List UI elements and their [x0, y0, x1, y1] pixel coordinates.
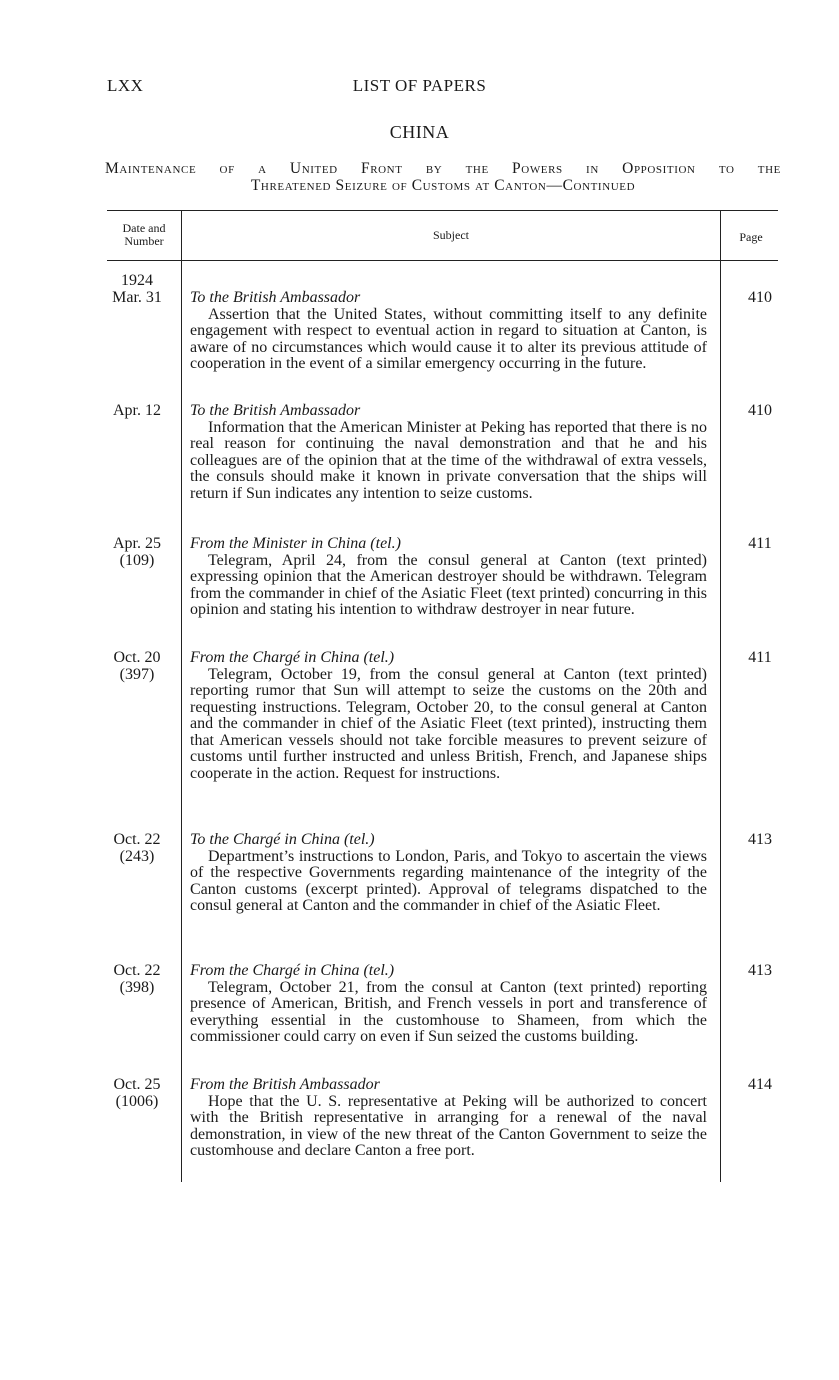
entry-page: 414	[748, 1076, 772, 1093]
entry-date-block	[100, 650, 174, 683]
entry-heading: From the British Ambassador	[190, 1076, 380, 1093]
section-subtitle	[105, 160, 781, 194]
subtitle-line-1: Maintenance of a United Front by the Powers in Opposition to the	[105, 160, 781, 177]
entry-text: Assertion that the United States, without committing itself to any definite engagement with respect to eventual action in regard to situation at Canton, is aware of no circumstances which would cause it to alter its previous attitude of cooperation in the event of a similar emergency occurring in the future.	[190, 305, 707, 372]
entry-date: Apr. 25	[113, 535, 161, 552]
column-divider-right	[720, 210, 721, 1182]
entry-page: 410	[748, 402, 772, 419]
column-divider-left	[181, 210, 182, 1182]
column-header-subject: Subject	[433, 228, 469, 242]
entry-text: Telegram, October 21, from the consul at Canton (text printed) reporting presence of American, British, and French vessels in port and transference of everything essential in the customhouse to Shameen, from which the commissioner could carry on even if Sun seized the customs building.	[190, 978, 707, 1045]
entry-text: Hope that the U. S. representative at Peking will be authorized to concert with the British representative in arranging for a renewal of the naval demonstration, in view of the new threat of the Canton Government to seize the customhouse and declare Canton a free port.	[190, 1092, 707, 1159]
entry-date: Mar. 31	[112, 289, 162, 306]
entry-date: Oct. 22	[113, 831, 161, 848]
table-top-rule	[107, 210, 778, 211]
entry-heading: To the British Ambassador	[190, 402, 361, 419]
entry-date: Oct. 20	[113, 649, 161, 666]
entry-number: (1006)	[115, 1092, 159, 1110]
running-title: LIST OF PAPERS	[352, 76, 487, 95]
entry-subject	[190, 1077, 707, 1160]
entry-number: (243)	[119, 847, 155, 865]
entry-heading: To the British Ambassador	[190, 289, 361, 306]
entry-text: Telegram, April 24, from the consul general at Canton (text printed) expressing opinion that the American destroyer should be withdrawn. Telegram from the commander in chief of the Asiatic Fleet (text printed) concurring in this opinion and stating his intention to withdraw destroyer in near future.	[190, 551, 707, 618]
entry-date: Oct. 25	[113, 1076, 161, 1093]
entry-subject	[190, 536, 707, 619]
entry-date-block	[100, 963, 174, 996]
entry-text: Information that the American Minister at Peking has reported that there is no real reason for continuing the naval demonstration and that he and his colleagues are of the opinion that at the time of the withdrawal of extra vessels, the consuls should make it known in private conversation that the ships will return if Sun indicates any intention to seize customs.	[190, 418, 707, 502]
entry-heading: From the Chargé in China (tel.)	[190, 962, 395, 979]
subtitle-line-2: Threatened Seizure of Customs at Canton—Continued	[250, 177, 636, 194]
entry-number: (109)	[119, 551, 155, 569]
entry-text: Telegram, October 19, from the consul general at Canton (text printed) reporting rumor that Sun will attempt to seize the customs on the 20th and requesting instructions. Telegram, October 20, to the consul general at Canton and the commander in chief of the Asiatic Fleet (text printed), instructing them that American vessels should not take forcible measures to prevent seizure of customs until further instructed and unless British, French, and Japanese ships cooperate in the action. Request for instructions.	[190, 665, 707, 782]
entry-date-block	[100, 536, 174, 569]
entry-date-block	[100, 403, 174, 420]
entry-page: 413	[748, 962, 772, 979]
entry-number: (397)	[119, 665, 155, 683]
table-header-rule	[107, 260, 778, 261]
entry-subject	[190, 403, 707, 502]
entry-date-block	[100, 1077, 174, 1110]
page-number: LXX	[107, 76, 144, 95]
entry-heading: To the Chargé in China (tel.)	[190, 831, 375, 848]
entry-subject	[190, 963, 707, 1046]
column-header-date-line1: Date and	[122, 221, 166, 235]
entry-text: Department’s instructions to London, Paris, and Tokyo to ascertain the views of the respective Governments regarding maintenance of the integrity of the Canton customs (excerpt printed). Approval of telegrams dispatched to the consul general at Canton and the commander in chief of the Asiatic Fleet.	[190, 847, 707, 914]
entry-subject	[190, 650, 707, 782]
entry-page: 413	[748, 831, 772, 848]
column-header-date	[107, 222, 181, 248]
entry-page: 411	[748, 649, 772, 666]
year-label: 1924	[121, 272, 153, 289]
entry-heading: From the Minister in China (tel.)	[190, 535, 401, 552]
section-title: CHINA	[389, 122, 450, 142]
entry-date: Oct. 22	[113, 962, 161, 979]
entry-date: Apr. 12	[113, 402, 161, 419]
entry-number: (398)	[119, 978, 155, 996]
column-header-page: Page	[739, 230, 763, 244]
entry-page: 410	[748, 289, 772, 306]
entry-date-block	[100, 290, 174, 307]
entry-page: 411	[748, 535, 772, 552]
entry-subject	[190, 290, 707, 373]
entry-subject	[190, 832, 707, 915]
entry-date-block	[100, 832, 174, 865]
entry-heading: From the Chargé in China (tel.)	[190, 649, 395, 666]
column-header-date-line2: Number	[124, 234, 164, 248]
